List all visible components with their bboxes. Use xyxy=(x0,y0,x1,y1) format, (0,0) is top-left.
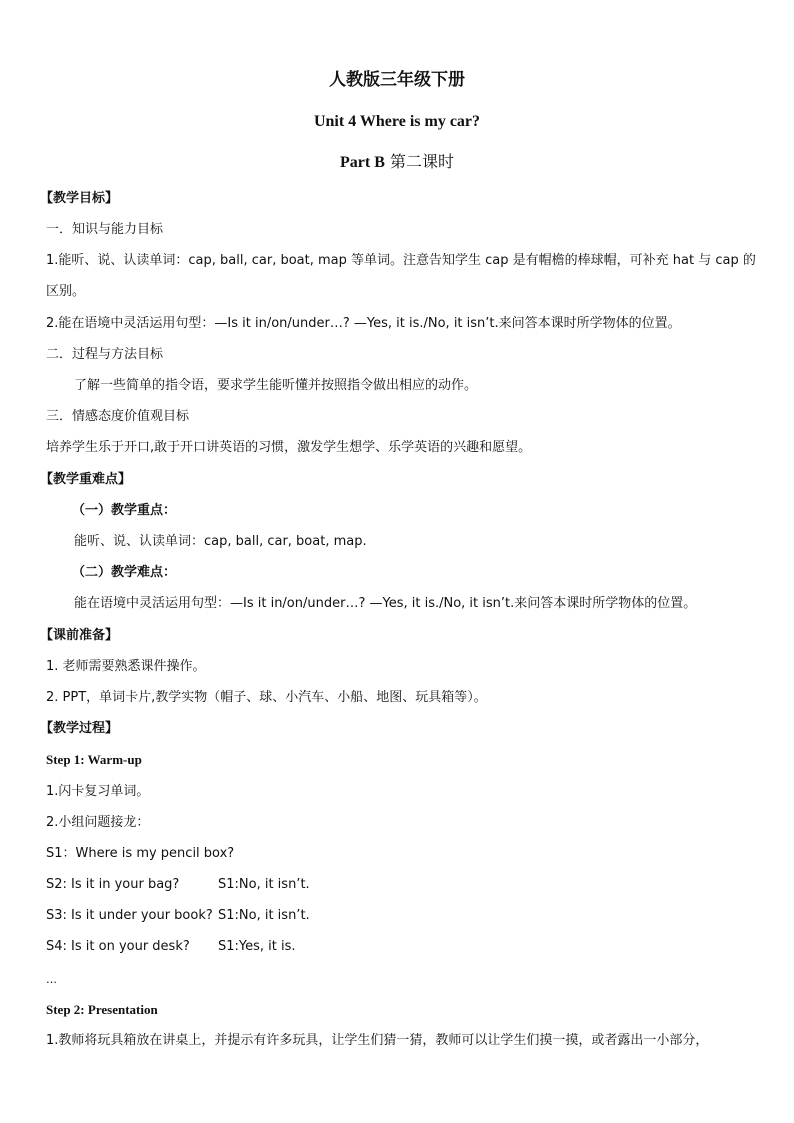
process-heading: 【教学过程】 xyxy=(40,721,119,736)
step-1-title: Step 1: Warm-up xyxy=(46,752,142,767)
keypoint-1-text: 能听、说、认读单词：cap, ball, car, boat, map. xyxy=(74,534,367,549)
prep-item-2: 2. PPT，单词卡片,教学实物（帽子、球、小汽车、小船、地图、玩具箱等）。 xyxy=(46,690,487,705)
step-2-line-1: 1.教师将玩具箱放在讲桌上，并提示有许多玩具，让学生们猜一猜，教师可以让学生们摸一摸，或者露出一小部分， xyxy=(46,1033,709,1048)
dialog-line-3 xyxy=(46,908,310,924)
dialog-line-2 xyxy=(46,877,310,893)
dialog-question: S3: Is it under your book? xyxy=(46,908,213,923)
keypoints-heading: 【教学重难点】 xyxy=(40,472,132,487)
prep-item-1: 1. 老师需要熟悉课件操作。 xyxy=(46,659,206,674)
dialog-line-4 xyxy=(46,939,296,955)
objective-1-text-2: 2.能在语境中灵活运用句型：—Is it in/on/under…? —Yes, it is./No, it isn’t.来问答本课时所学物体的位置。 xyxy=(46,316,681,331)
objective-1-text-line2: 区别。 xyxy=(46,284,86,299)
dialog-answer: S1:No, it isn’t. xyxy=(218,908,310,923)
dialog-answer: S1:No, it isn’t. xyxy=(218,877,310,892)
dialog-question: S2: Is it in your bag? xyxy=(46,877,180,892)
step-2-title: Step 2: Presentation xyxy=(46,1002,158,1017)
objective-2-text: 了解一些简单的指令语，要求学生能听懂并按照指令做出相应的动作。 xyxy=(74,378,478,393)
part-rest: 第二课时 xyxy=(384,152,454,171)
keypoint-2-title: （二）教学难点： xyxy=(72,565,177,580)
step-1-line-1: 1.闪卡复习单词。 xyxy=(46,784,150,799)
objective-1-text-line1: 1.能听、说、认读单词：cap, ball, car, boat, map 等单词。注意告知学生 cap 是有帽檐的棒球帽，可补充 hat 与 cap 的 xyxy=(46,253,756,268)
step-1-line-2: 2.小组问题接龙： xyxy=(46,815,150,830)
keypoint-2-text: 能在语境中灵活运用句型：—Is it in/on/under…? —Yes, it is./No, it isn’t.来问答本课时所学物体的位置。 xyxy=(74,596,697,611)
dialog-question: S4: Is it on your desk? xyxy=(46,939,190,954)
objective-2-title: 二．过程与方法目标 xyxy=(46,347,164,362)
prep-heading: 【课前准备】 xyxy=(40,628,119,643)
doc-title: 人教版三年级下册 xyxy=(329,70,465,90)
unit-title: Unit 4 Where is my car? xyxy=(313,113,481,130)
objective-3-title: 三．情感态度价值观目标 xyxy=(46,409,190,424)
part-title xyxy=(0,154,794,171)
keypoint-1-title: （一）教学重点： xyxy=(72,503,177,518)
dialog-question: S1：Where is my pencil box? xyxy=(46,846,235,861)
objective-3-text: 培养学生乐于开口,敢于开口讲英语的习惯，激发学生想学、乐学英语的兴趣和愿望。 xyxy=(46,440,532,455)
ellipsis: … xyxy=(46,973,57,986)
dialog-line-1 xyxy=(46,846,234,862)
objective-1-title: 一．知识与能力目标 xyxy=(46,222,164,237)
objectives-heading: 【教学目标】 xyxy=(40,191,119,206)
dialog-answer: S1:Yes, it is. xyxy=(218,939,296,954)
part-bold: Part B xyxy=(340,154,385,171)
